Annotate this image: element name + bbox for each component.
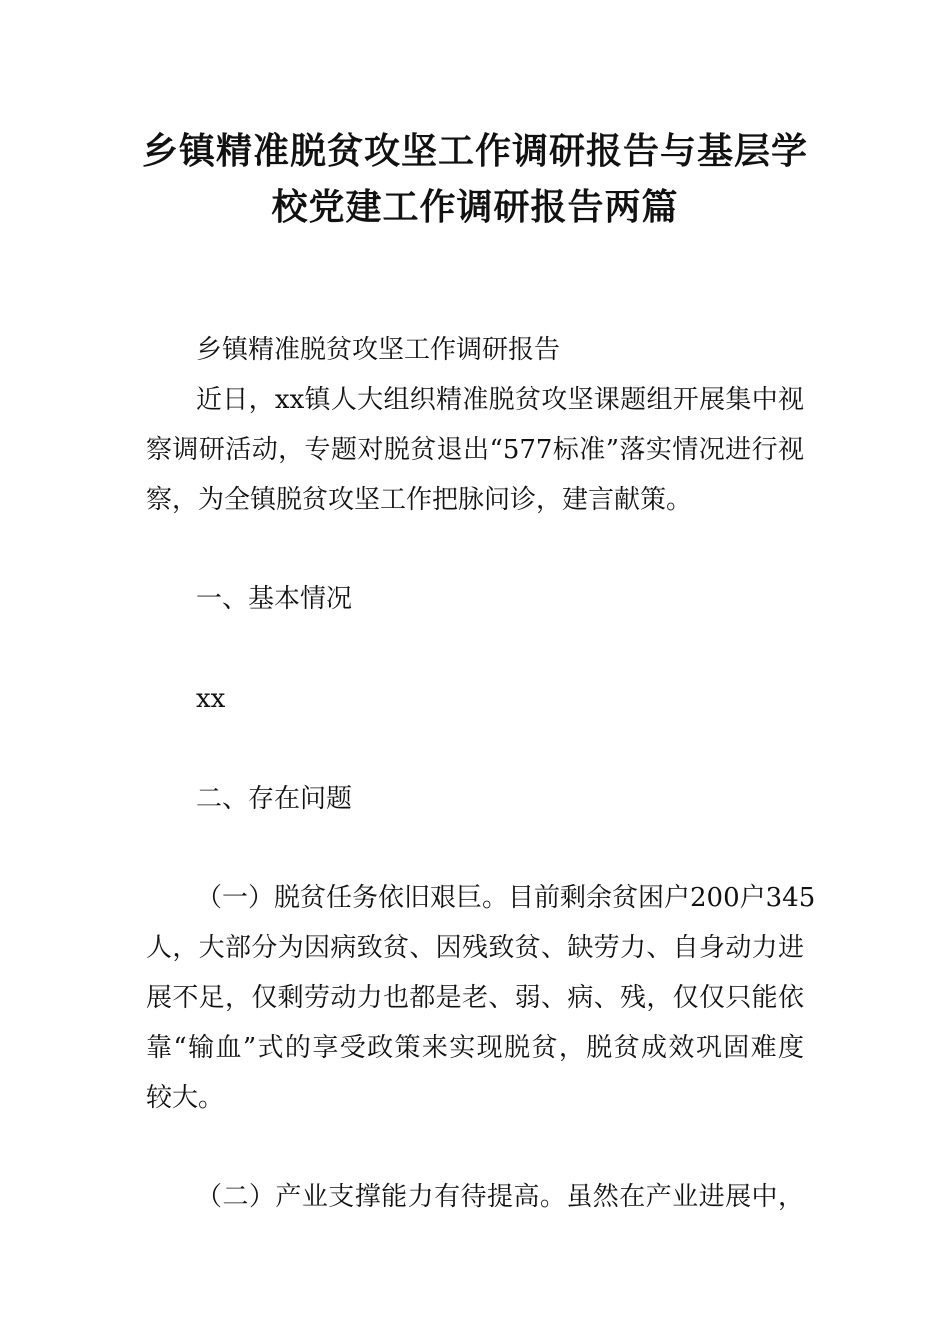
problem-1-line-1: （一）脱贫任务依旧艰巨。目前剩余贫困户200户345 [196,883,816,913]
intro-line-3: 察，为全镇脱贫攻坚工作把脉问诊，建言献策。 [146,485,693,515]
problem-1-line-2: 人，大部分为因病致贫、因残致贫、缺劳力、自身动力进 [146,933,804,963]
section-heading-problems: 二、存在问题 [196,784,353,814]
intro-line-1: 近日，xx镇人大组织精准脱贫攻坚课题组开展集中视 [196,385,804,415]
document-title-line-1: 乡镇精准脱贫攻坚工作调研报告与基层学 [141,131,808,172]
document-title-line-2: 校党建工作调研报告两篇 [271,187,679,228]
intro-line-2: 察调研活动，专题对脱贫退出“577标准”落实情况进行视 [146,435,804,465]
section-body-basic: xx [196,684,226,714]
problem-1-line-5: 较大。 [146,1083,225,1113]
section-heading-basic: 一、基本情况 [196,584,353,614]
report-subtitle: 乡镇精准脱贫攻坚工作调研报告 [196,335,561,365]
problem-2-line-1: （二）产业支撑能力有待提高。虽然在产业进展中， [196,1182,804,1212]
problem-1-line-3: 展不足，仅剩劳动力也都是老、弱、病、残，仅仅只能依 [146,983,804,1013]
problem-1-line-4: 靠“输血”式的享受政策来实现脱贫，脱贫成效巩固难度 [146,1033,804,1063]
